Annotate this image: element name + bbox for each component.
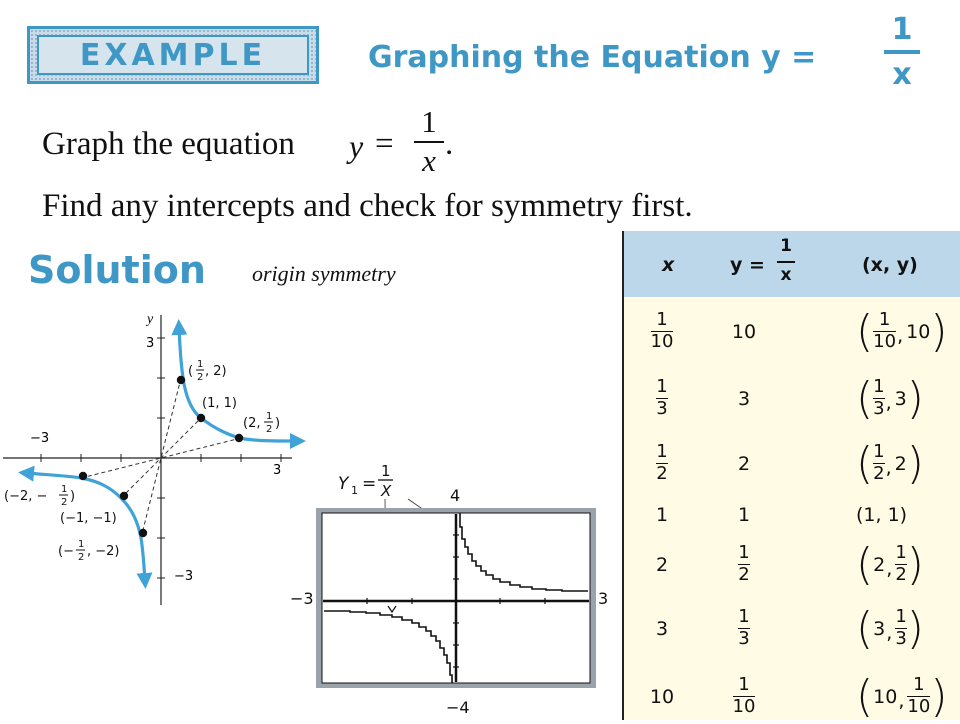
x-cell: 1 3 (656, 376, 668, 420)
svg-text:1: 1 (78, 539, 85, 550)
x-cell: 1 (655, 504, 669, 526)
svg-text:2: 2 (266, 424, 273, 435)
label-1-1: (1, 1) (202, 396, 237, 411)
y-cell: 2 (737, 452, 751, 475)
y1-numerator: 1 (381, 462, 391, 480)
screen-x-max: 3 (598, 589, 609, 608)
y-axis-label: y (147, 312, 154, 327)
pair-cell: ( 3 , 1 3 ) (856, 602, 924, 654)
header-y: y = (730, 254, 765, 276)
y-cell: 10 (731, 320, 757, 343)
label-neg1-neg1: (−1, −1) (60, 511, 117, 526)
svg-text:2: 2 (78, 552, 85, 563)
y-cell: 1 2 (738, 542, 750, 586)
label-neg2-neghalf-open: (−2, − (4, 489, 48, 504)
header-x: x (662, 254, 675, 276)
y-cell: 1 10 (732, 674, 756, 718)
point-2-half (235, 434, 243, 442)
label-neghalf-neg2-close: , −2) (87, 544, 120, 559)
header-y-den: x (780, 265, 792, 285)
x-cell: 1 2 (656, 441, 668, 485)
statement-denominator: x (422, 143, 436, 178)
label-neg2-neghalf-close: ) (70, 489, 76, 504)
calculator-graph (280, 455, 620, 720)
point-neg1-neg1 (120, 492, 128, 500)
statement-line-1: Graph the equation (42, 126, 295, 162)
statement-y: y (349, 128, 364, 164)
svg-text:1: 1 (61, 484, 68, 495)
statement-numerator: 1 (421, 104, 437, 139)
curve-first-quadrant (179, 327, 298, 441)
point-neghalf-neg2 (139, 529, 147, 537)
statement-fraction (414, 104, 444, 179)
header-y-num: 1 (780, 236, 792, 256)
y-cell: 1 3 (738, 606, 750, 650)
pair-cell: ( 1 2 , 2 ) (856, 437, 924, 489)
statement-period: . (445, 126, 454, 162)
y-tick-top: 3 (146, 336, 155, 351)
label-half-2-open: ( (188, 364, 194, 379)
point-half-2 (177, 376, 185, 384)
example-title-fraction (882, 12, 922, 92)
label-neghalf-neg2-open: (− (58, 544, 74, 559)
hyperbola-graph (0, 295, 320, 615)
example-label: EXAMPLE (79, 37, 267, 73)
screen-x-min: −3 (290, 589, 314, 608)
origin-symmetry-note: origin symmetry (252, 261, 396, 286)
svg-text:2: 2 (197, 372, 204, 383)
label-half-2-close: , 2) (205, 364, 227, 379)
x-cell: 1 10 (650, 309, 674, 353)
svg-text:1: 1 (197, 359, 204, 370)
y-tick-bottom: −3 (174, 569, 194, 584)
svg-text:2: 2 (61, 497, 68, 508)
example-title-numerator: 1 (891, 12, 913, 47)
y-cell: 3 (737, 387, 751, 410)
pair-cell: ( 2 , 1 2 ) (856, 538, 924, 590)
label-2-half-open: (2, (243, 416, 261, 431)
screen-y-min: −4 (446, 698, 470, 717)
header-pair: (x, y) (862, 254, 918, 276)
pair-cell: ( 1 10 , 10 ) (856, 305, 948, 357)
example-banner (27, 26, 319, 84)
example-title-denominator: x (892, 57, 912, 92)
y1-label: Y (338, 474, 349, 494)
x-cell: 3 (655, 617, 669, 640)
screen-y-max: 4 (450, 486, 461, 505)
pair-cell: ( 10 , 1 10 ) (856, 670, 948, 722)
pair-cell: (1, 1) (856, 504, 908, 526)
svg-text:1: 1 (266, 411, 273, 422)
y1-equals: = (362, 474, 377, 494)
label-2-half-close: ) (275, 416, 281, 431)
x-cell: 2 (655, 553, 669, 576)
example-title: Graphing the Equation y = (368, 40, 817, 75)
point-neg2-neghalf (79, 472, 87, 480)
value-table (622, 231, 960, 720)
statement-equals: = (375, 126, 394, 162)
statement-line-2: Find any intercepts and check for symmetry first. (42, 188, 693, 224)
pair-cell: ( 1 3 , 3 ) (856, 372, 924, 424)
y1-denominator: X (381, 482, 392, 500)
solution-heading: Solution (28, 248, 206, 292)
x-tick-right: 3 (273, 463, 282, 478)
x-cell: 10 (649, 685, 675, 708)
x-tick-left: −3 (30, 431, 50, 446)
y-cell: 1 (737, 504, 751, 526)
point-1-1 (197, 414, 205, 422)
y1-subscript: 1 (351, 484, 358, 497)
